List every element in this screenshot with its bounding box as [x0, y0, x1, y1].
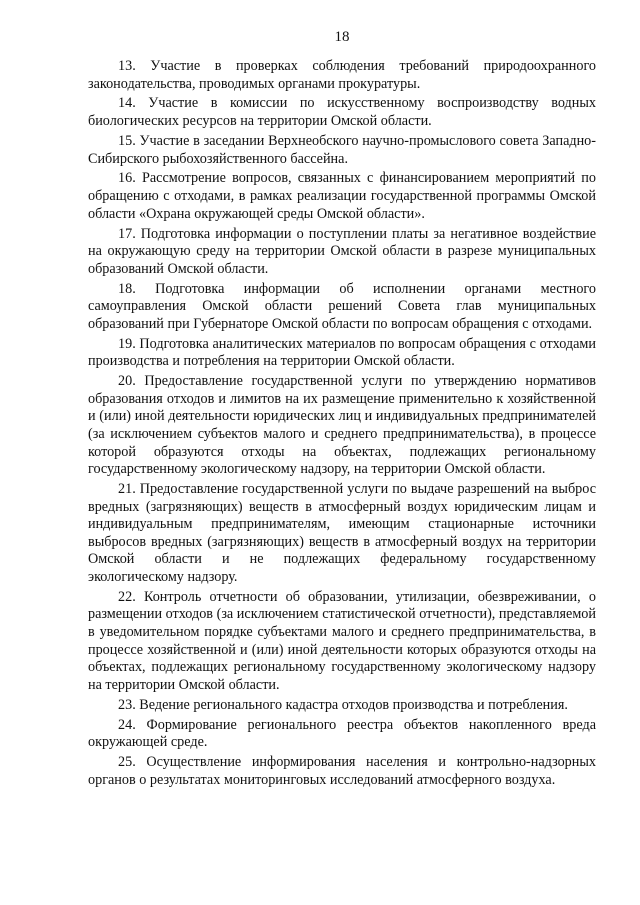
list-item-17: 17. Подготовка информации о поступлении платы за негативное воздействие на окружающую среду на территории Омской области в разрезе муниципальных образований Омской области. — [88, 225, 596, 277]
list-item-24: 24. Формирование регионального реестра объектов накопленного вреда окружающей среде. — [88, 716, 596, 751]
list-item-16: 16. Рассмотрение вопросов, связанных с финансированием мероприятий по обращению с отходами, в рамках реализации государственной программы Омской области «Охрана окружающей среды Омской области». — [88, 170, 596, 222]
list-item-15: 15. Участие в заседании Верхнеобского научно-промыслового совета Западно-Сибирского рыбохозяйственного бассейна. — [88, 132, 596, 167]
list-item-13: 13. Участие в проверках соблюдения требований природоохранного законодательства, проводимых органами прокуратуры. — [88, 58, 596, 92]
list-item-19: 19. Подготовка аналитических материалов по вопросам обращения с отходами производства и потребления на территории Омской области. — [88, 335, 596, 370]
list-item-22: 22. Контроль отчетности об образовании, утилизации, обезвреживании, о размещении отходов (за исключением статистической отчетности), представляемой в уведомительном порядке субъектами малого и среднего предпринимательства, в процессе хозяйственной и (или) иной деятельности которых образуются отходы на объектах, подлежащих региональному государственному экологическому надзору на территории Омской области. — [88, 588, 596, 693]
list-item-21: 21. Предоставление государственной услуги по выдаче разрешений на выброс вредных (загрязняющих) веществ в атмосферный воздух юридическим лицам и индивидуальным предпринимателям, имеющим стационарные источники выбросов вредных (загрязняющих) веществ в атмосферный воздух на территории Омской области и не подлежащих федеральному государственному экологическому надзору. — [88, 481, 596, 585]
list-item-14: 14. Участие в комиссии по искусственному воспроизводству водных биологических ресурсов на территории Омской области. — [88, 95, 596, 130]
list-item-25: 25. Осуществление информирования населения и контрольно-надзорных органов о результатах мониторинговых исследований атмосферного воздуха. — [88, 754, 596, 788]
list-item-20: 20. Предоставление государственной услуги по утверждению нормативов образования отходов и лимитов на их размещение применительно к хозяйственной и (или) иной деятельности юридических лиц и индивидуальных предпринимателей (за исключением субъектов малого и среднего предпринимательства), в процессе которой образуются отходы на объектах, подлежащих региональному государственному экологическому надзору, на территории Омской области. — [88, 373, 596, 478]
list-item-18: 18. Подготовка информации об исполнении органами местного самоуправления Омской области решений Совета глав муниципальных образований при Губернаторе Омской области по вопросам обращения с отходами. — [88, 280, 596, 332]
page-number: 18 — [334, 29, 350, 45]
list-item-23: 23. Ведение регионального кадастра отходов производства и потребления. — [118, 696, 568, 713]
